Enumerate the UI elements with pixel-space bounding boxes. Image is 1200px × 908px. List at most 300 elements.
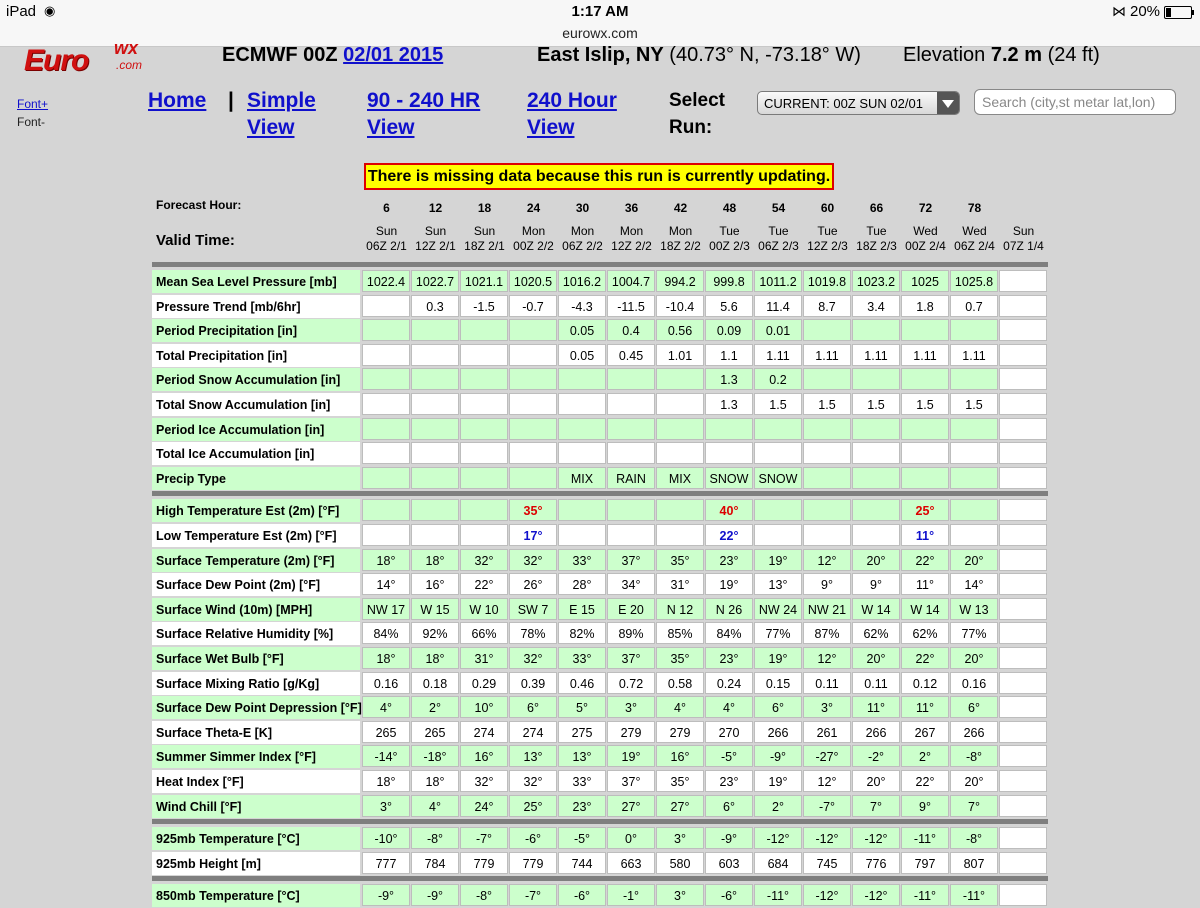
table-cell xyxy=(411,368,459,390)
table-cell xyxy=(558,827,606,849)
elevation-value: 7.2 m xyxy=(990,44,1042,66)
table-cell xyxy=(411,393,459,415)
cell-value: 0.15 xyxy=(765,676,791,691)
cell-value: 14° xyxy=(376,578,396,593)
forecast-hour-col: 60 xyxy=(820,201,835,215)
table-cell xyxy=(558,442,606,464)
table-cell xyxy=(362,795,410,817)
cell-value: 2° xyxy=(919,750,931,765)
forecast-hour-col: 36 xyxy=(624,201,639,215)
table-cell xyxy=(999,573,1047,595)
cell-value: 1.5 xyxy=(867,398,885,412)
eurowx-logo[interactable] xyxy=(24,38,164,78)
table-cell xyxy=(950,745,998,767)
cell-value: 85% xyxy=(667,627,693,642)
table-cell xyxy=(607,622,655,644)
table-cell xyxy=(754,852,802,874)
table-cell xyxy=(607,499,655,521)
row-label: Pressure Trend [mb/6hr] xyxy=(152,295,360,318)
cell-value: 1.11 xyxy=(913,348,937,363)
section-divider xyxy=(152,819,1048,824)
table-cell xyxy=(901,573,949,595)
cell-value: 0.11 xyxy=(815,676,839,691)
model-run-title xyxy=(222,44,443,67)
select-run-line1: Select xyxy=(669,90,725,111)
table-cell xyxy=(460,549,508,571)
valid-day: Sun xyxy=(1012,224,1035,238)
battery-percent: 20% xyxy=(1130,3,1161,20)
table-cell xyxy=(803,295,851,317)
run-date-link[interactable]: 02/01 2015 xyxy=(343,44,444,66)
row-label: 850mb Temperature [°C] xyxy=(152,884,360,907)
table-cell xyxy=(509,827,557,849)
table-cell xyxy=(656,696,704,718)
table-cell xyxy=(803,418,851,440)
table-cell xyxy=(411,598,459,620)
nav-home-link[interactable]: Home xyxy=(148,89,207,112)
forecast-hour-col: 78 xyxy=(967,201,982,215)
table-cell xyxy=(999,795,1047,817)
table-cell xyxy=(999,827,1047,849)
table-cell xyxy=(509,672,557,694)
valid-time: 06Z 2/2 xyxy=(562,239,603,253)
cell-value: -9° xyxy=(769,750,787,765)
table-cell xyxy=(999,622,1047,644)
table-cell xyxy=(999,368,1047,390)
table-cell xyxy=(607,549,655,571)
table-cell xyxy=(705,795,753,817)
table-cell xyxy=(411,524,459,546)
forecast-hour-col: 12 xyxy=(428,201,443,215)
table-cell xyxy=(656,499,704,521)
cell-value: W 13 xyxy=(959,602,989,617)
cell-value: 776 xyxy=(865,856,887,871)
table-cell xyxy=(509,647,557,669)
nav-90-240-link[interactable] xyxy=(367,87,480,141)
table-cell xyxy=(950,418,998,440)
table-cell xyxy=(705,598,753,620)
cell-value: 1023.2 xyxy=(856,275,896,289)
table-cell xyxy=(950,827,998,849)
cell-value: -4.3 xyxy=(571,299,593,314)
cell-value: 11° xyxy=(867,701,885,716)
valid-time: 07Z 1/4 xyxy=(1003,239,1044,253)
table-cell xyxy=(705,573,753,595)
table-cell xyxy=(754,319,802,341)
cell-value: -12° xyxy=(815,889,839,904)
valid-time-col xyxy=(754,224,803,254)
cell-value: 20° xyxy=(964,553,984,568)
cell-value: -2° xyxy=(867,750,885,765)
cell-value: 1.1 xyxy=(720,348,738,363)
bluetooth-icon: ⋈ xyxy=(1112,3,1126,19)
cell-value: 1011.2 xyxy=(759,275,797,289)
cell-value: 1.8 xyxy=(916,299,934,314)
table-cell xyxy=(656,672,704,694)
cell-value: 32° xyxy=(523,775,543,789)
location-name: East Islip, NY xyxy=(537,44,664,66)
cell-value: 1.3 xyxy=(720,373,738,388)
table-cell xyxy=(705,696,753,718)
table-cell xyxy=(999,418,1047,440)
cell-value: 25° xyxy=(523,799,543,814)
table-cell xyxy=(901,827,949,849)
table-cell xyxy=(950,696,998,718)
chevron-down-icon xyxy=(937,92,959,114)
valid-time-col xyxy=(509,224,558,254)
table-cell xyxy=(362,524,410,546)
elevation-label: Elevation xyxy=(903,44,986,66)
cell-value: 0.56 xyxy=(667,324,693,339)
table-cell xyxy=(852,573,900,595)
table-cell xyxy=(558,467,606,489)
table-cell xyxy=(558,795,606,817)
cell-value: 20° xyxy=(964,775,984,789)
table-cell xyxy=(411,795,459,817)
table-cell xyxy=(754,573,802,595)
table-cell xyxy=(362,884,410,906)
table-cell xyxy=(509,696,557,718)
cell-value: 1021.1 xyxy=(464,275,504,289)
valid-time-col xyxy=(901,224,950,254)
table-cell xyxy=(999,884,1047,906)
cell-value: 4° xyxy=(429,799,441,814)
table-cell xyxy=(950,499,998,521)
table-cell xyxy=(705,647,753,669)
table-cell xyxy=(999,770,1047,792)
table-cell xyxy=(852,884,900,906)
table-row xyxy=(152,852,1048,876)
table-cell xyxy=(460,852,508,874)
table-row xyxy=(152,442,1048,466)
table-cell xyxy=(411,319,459,341)
model-name: ECMWF 00Z xyxy=(222,44,338,66)
cell-value: -5° xyxy=(720,750,738,765)
cell-value: 84% xyxy=(716,627,742,642)
cell-value: -6° xyxy=(524,832,542,847)
table-cell xyxy=(656,852,704,874)
table-cell xyxy=(950,467,998,489)
table-cell xyxy=(607,827,655,849)
cell-value: -14° xyxy=(374,750,398,765)
cell-value: -10° xyxy=(374,832,398,847)
cell-value: W 14 xyxy=(861,602,891,617)
cell-value: 40° xyxy=(719,504,739,519)
cell-value: 744 xyxy=(571,856,593,871)
cell-value: 20° xyxy=(866,775,886,789)
cell-value: 18° xyxy=(376,553,396,568)
table-cell xyxy=(558,549,606,571)
table-cell xyxy=(656,721,704,743)
table-cell xyxy=(411,770,459,792)
row-label: Period Precipitation [in] xyxy=(152,319,360,342)
table-cell xyxy=(411,270,459,292)
table-cell xyxy=(411,418,459,440)
table-cell xyxy=(509,795,557,817)
nav-240-hour-link[interactable] xyxy=(527,87,617,141)
table-cell xyxy=(852,467,900,489)
table-cell xyxy=(509,524,557,546)
cell-value: 35° xyxy=(670,553,690,568)
table-cell xyxy=(411,884,459,906)
table-cell xyxy=(950,852,998,874)
table-cell xyxy=(656,622,704,644)
cell-value: 9° xyxy=(919,799,931,814)
table-cell xyxy=(901,672,949,694)
run-select-dropdown[interactable] xyxy=(757,91,960,115)
table-cell xyxy=(705,884,753,906)
table-cell xyxy=(460,524,508,546)
table-cell xyxy=(607,745,655,767)
table-cell xyxy=(999,344,1047,366)
cell-value: 27° xyxy=(670,799,690,814)
cell-value: -27° xyxy=(815,750,839,765)
cell-value: 0.16 xyxy=(961,676,987,691)
table-cell xyxy=(558,418,606,440)
table-cell xyxy=(460,467,508,489)
valid-time: 06Z 2/1 xyxy=(366,239,407,253)
table-cell xyxy=(999,647,1047,669)
cell-value: 1004.7 xyxy=(611,275,651,289)
cell-value: 82% xyxy=(569,627,595,642)
table-cell xyxy=(754,524,802,546)
table-row xyxy=(152,524,1048,548)
valid-day: Tue xyxy=(768,224,789,238)
table-cell xyxy=(803,598,851,620)
cell-value: 0.09 xyxy=(716,324,742,339)
cell-value: 779 xyxy=(522,856,544,871)
cell-value: 279 xyxy=(669,725,691,740)
cell-value: -9° xyxy=(426,889,444,904)
cell-value: 270 xyxy=(718,725,740,740)
cell-value: 7° xyxy=(870,799,882,814)
cell-value: 77% xyxy=(961,627,987,642)
row-label: Low Temperature Est (2m) [°F] xyxy=(152,524,360,547)
nav-simple-line2: View xyxy=(247,116,295,139)
cell-value: 807 xyxy=(963,856,985,871)
nav-240-line1: 240 Hour xyxy=(527,89,617,112)
table-cell xyxy=(607,295,655,317)
table-cell xyxy=(950,319,998,341)
table-cell xyxy=(509,884,557,906)
table-cell xyxy=(362,295,410,317)
table-cell xyxy=(607,795,655,817)
valid-time-col xyxy=(558,224,607,254)
forecast-hour-col: 42 xyxy=(673,201,688,215)
cell-value: 22° xyxy=(915,652,935,666)
cell-value: 11° xyxy=(915,529,935,543)
table-cell xyxy=(705,442,753,464)
cell-value: -8° xyxy=(475,889,493,904)
search-input[interactable] xyxy=(974,89,1176,115)
valid-time-col xyxy=(852,224,901,254)
table-cell xyxy=(607,884,655,906)
table-cell xyxy=(411,672,459,694)
table-cell xyxy=(411,442,459,464)
table-cell xyxy=(950,573,998,595)
valid-time-col xyxy=(999,224,1048,254)
row-label: Total Ice Accumulation [in] xyxy=(152,442,360,465)
table-cell xyxy=(362,852,410,874)
table-cell xyxy=(705,270,753,292)
table-cell xyxy=(950,270,998,292)
table-cell xyxy=(803,393,851,415)
cell-value: 62% xyxy=(863,627,889,642)
cell-value: 603 xyxy=(718,856,740,871)
row-label: Surface Temperature (2m) [°F] xyxy=(152,549,360,572)
table-cell xyxy=(362,827,410,849)
table-cell xyxy=(362,647,410,669)
table-cell xyxy=(411,622,459,644)
valid-time: 06Z 2/3 xyxy=(758,239,799,253)
table-cell xyxy=(558,573,606,595)
table-cell xyxy=(460,696,508,718)
cell-value: 35° xyxy=(670,775,690,789)
cell-value: 0.24 xyxy=(716,676,742,691)
cell-value: 18° xyxy=(376,652,396,666)
table-cell xyxy=(754,598,802,620)
cell-value: 0.29 xyxy=(471,676,497,691)
table-cell xyxy=(460,598,508,620)
cell-value: 22° xyxy=(915,775,935,789)
cell-value: 265 xyxy=(424,725,446,740)
nav-simple-line1: Simple xyxy=(247,89,316,112)
cell-value: 13° xyxy=(572,750,592,765)
cell-value: 87% xyxy=(814,627,840,642)
table-cell xyxy=(558,647,606,669)
table-cell xyxy=(509,295,557,317)
valid-day: Mon xyxy=(619,224,644,238)
table-cell xyxy=(607,852,655,874)
battery-icon xyxy=(1164,6,1192,19)
table-cell xyxy=(803,672,851,694)
cell-value: 13° xyxy=(523,750,543,765)
cell-value: 19° xyxy=(768,553,788,568)
font-decrease-link[interactable]: Font- xyxy=(17,115,46,129)
table-cell xyxy=(509,549,557,571)
table-row xyxy=(152,344,1048,368)
cell-value: 33° xyxy=(572,553,592,568)
table-cell xyxy=(656,827,704,849)
cell-value: 20° xyxy=(964,652,984,666)
table-cell xyxy=(901,795,949,817)
table-cell xyxy=(852,598,900,620)
table-row xyxy=(152,598,1048,622)
cell-value: 0.4 xyxy=(622,324,640,339)
cell-value: 6° xyxy=(772,701,784,716)
table-cell xyxy=(558,672,606,694)
valid-time-col xyxy=(460,224,509,254)
cell-value: 1025.8 xyxy=(954,275,994,289)
table-cell xyxy=(656,319,704,341)
table-cell xyxy=(607,721,655,743)
logo-euro-text: Euro xyxy=(24,44,89,77)
cell-value: -1° xyxy=(622,889,640,904)
table-cell xyxy=(362,672,410,694)
table-cell xyxy=(754,442,802,464)
cell-value: 23° xyxy=(719,553,739,568)
table-row xyxy=(152,368,1048,392)
table-cell xyxy=(607,319,655,341)
table-cell xyxy=(460,745,508,767)
table-cell xyxy=(901,499,949,521)
cell-value: N 26 xyxy=(715,602,743,617)
cell-value: 19° xyxy=(719,578,739,593)
table-cell xyxy=(411,827,459,849)
cell-value: 33° xyxy=(572,652,592,666)
forecast-hour-col: 24 xyxy=(526,201,541,215)
table-row xyxy=(152,745,1048,769)
cell-value: 92% xyxy=(422,627,448,642)
nav-simple-view-link[interactable] xyxy=(247,87,316,141)
table-cell xyxy=(558,745,606,767)
table-cell xyxy=(362,393,410,415)
cell-value: 784 xyxy=(424,856,446,871)
cell-value: 580 xyxy=(669,856,691,871)
table-cell xyxy=(852,770,900,792)
row-label: Surface Dew Point Depression [°F] xyxy=(152,696,360,719)
table-cell xyxy=(362,442,410,464)
table-cell xyxy=(803,499,851,521)
cell-value: 1.5 xyxy=(965,398,983,412)
valid-time: 18Z 2/1 xyxy=(464,239,505,253)
valid-time: 00Z 2/2 xyxy=(513,239,554,253)
valid-day: Tue xyxy=(719,224,740,238)
table-cell xyxy=(509,598,557,620)
table-cell xyxy=(607,598,655,620)
font-increase-link[interactable]: Font+ xyxy=(17,97,49,111)
table-cell xyxy=(362,418,410,440)
table-cell xyxy=(950,795,998,817)
table-cell xyxy=(656,344,704,366)
cell-value: 27° xyxy=(621,799,641,814)
table-cell xyxy=(509,270,557,292)
row-label: Summer Simmer Index [°F] xyxy=(152,745,360,768)
cell-value: 0.46 xyxy=(569,676,595,691)
cell-value: 779 xyxy=(473,856,495,871)
table-cell xyxy=(803,622,851,644)
table-cell xyxy=(705,499,753,521)
cell-value: 4° xyxy=(674,701,686,716)
table-cell xyxy=(607,270,655,292)
table-row xyxy=(152,721,1048,745)
cell-value: -7° xyxy=(524,889,542,904)
cell-value: 3.4 xyxy=(867,299,885,314)
cell-value: -9° xyxy=(377,889,395,904)
cell-value: 11° xyxy=(916,701,934,716)
cell-value: 20° xyxy=(866,553,886,568)
cell-value: -11° xyxy=(962,889,986,904)
table-cell xyxy=(656,598,704,620)
cell-value: 2° xyxy=(772,799,784,814)
table-cell xyxy=(852,647,900,669)
valid-time: 12Z 2/1 xyxy=(415,239,456,253)
table-cell xyxy=(754,368,802,390)
row-label: Period Snow Accumulation [in] xyxy=(152,368,360,391)
cell-value: 16° xyxy=(670,750,690,765)
table-cell xyxy=(999,852,1047,874)
table-cell xyxy=(411,647,459,669)
row-label: Total Snow Accumulation [in] xyxy=(152,393,360,416)
table-cell xyxy=(852,319,900,341)
valid-time-col xyxy=(950,224,999,254)
row-label: Surface Theta-E [K] xyxy=(152,721,360,744)
table-cell xyxy=(460,795,508,817)
table-cell xyxy=(558,270,606,292)
valid-time: 18Z 2/2 xyxy=(660,239,701,253)
cell-value: 261 xyxy=(816,725,838,740)
cell-value: 1.01 xyxy=(667,348,693,363)
